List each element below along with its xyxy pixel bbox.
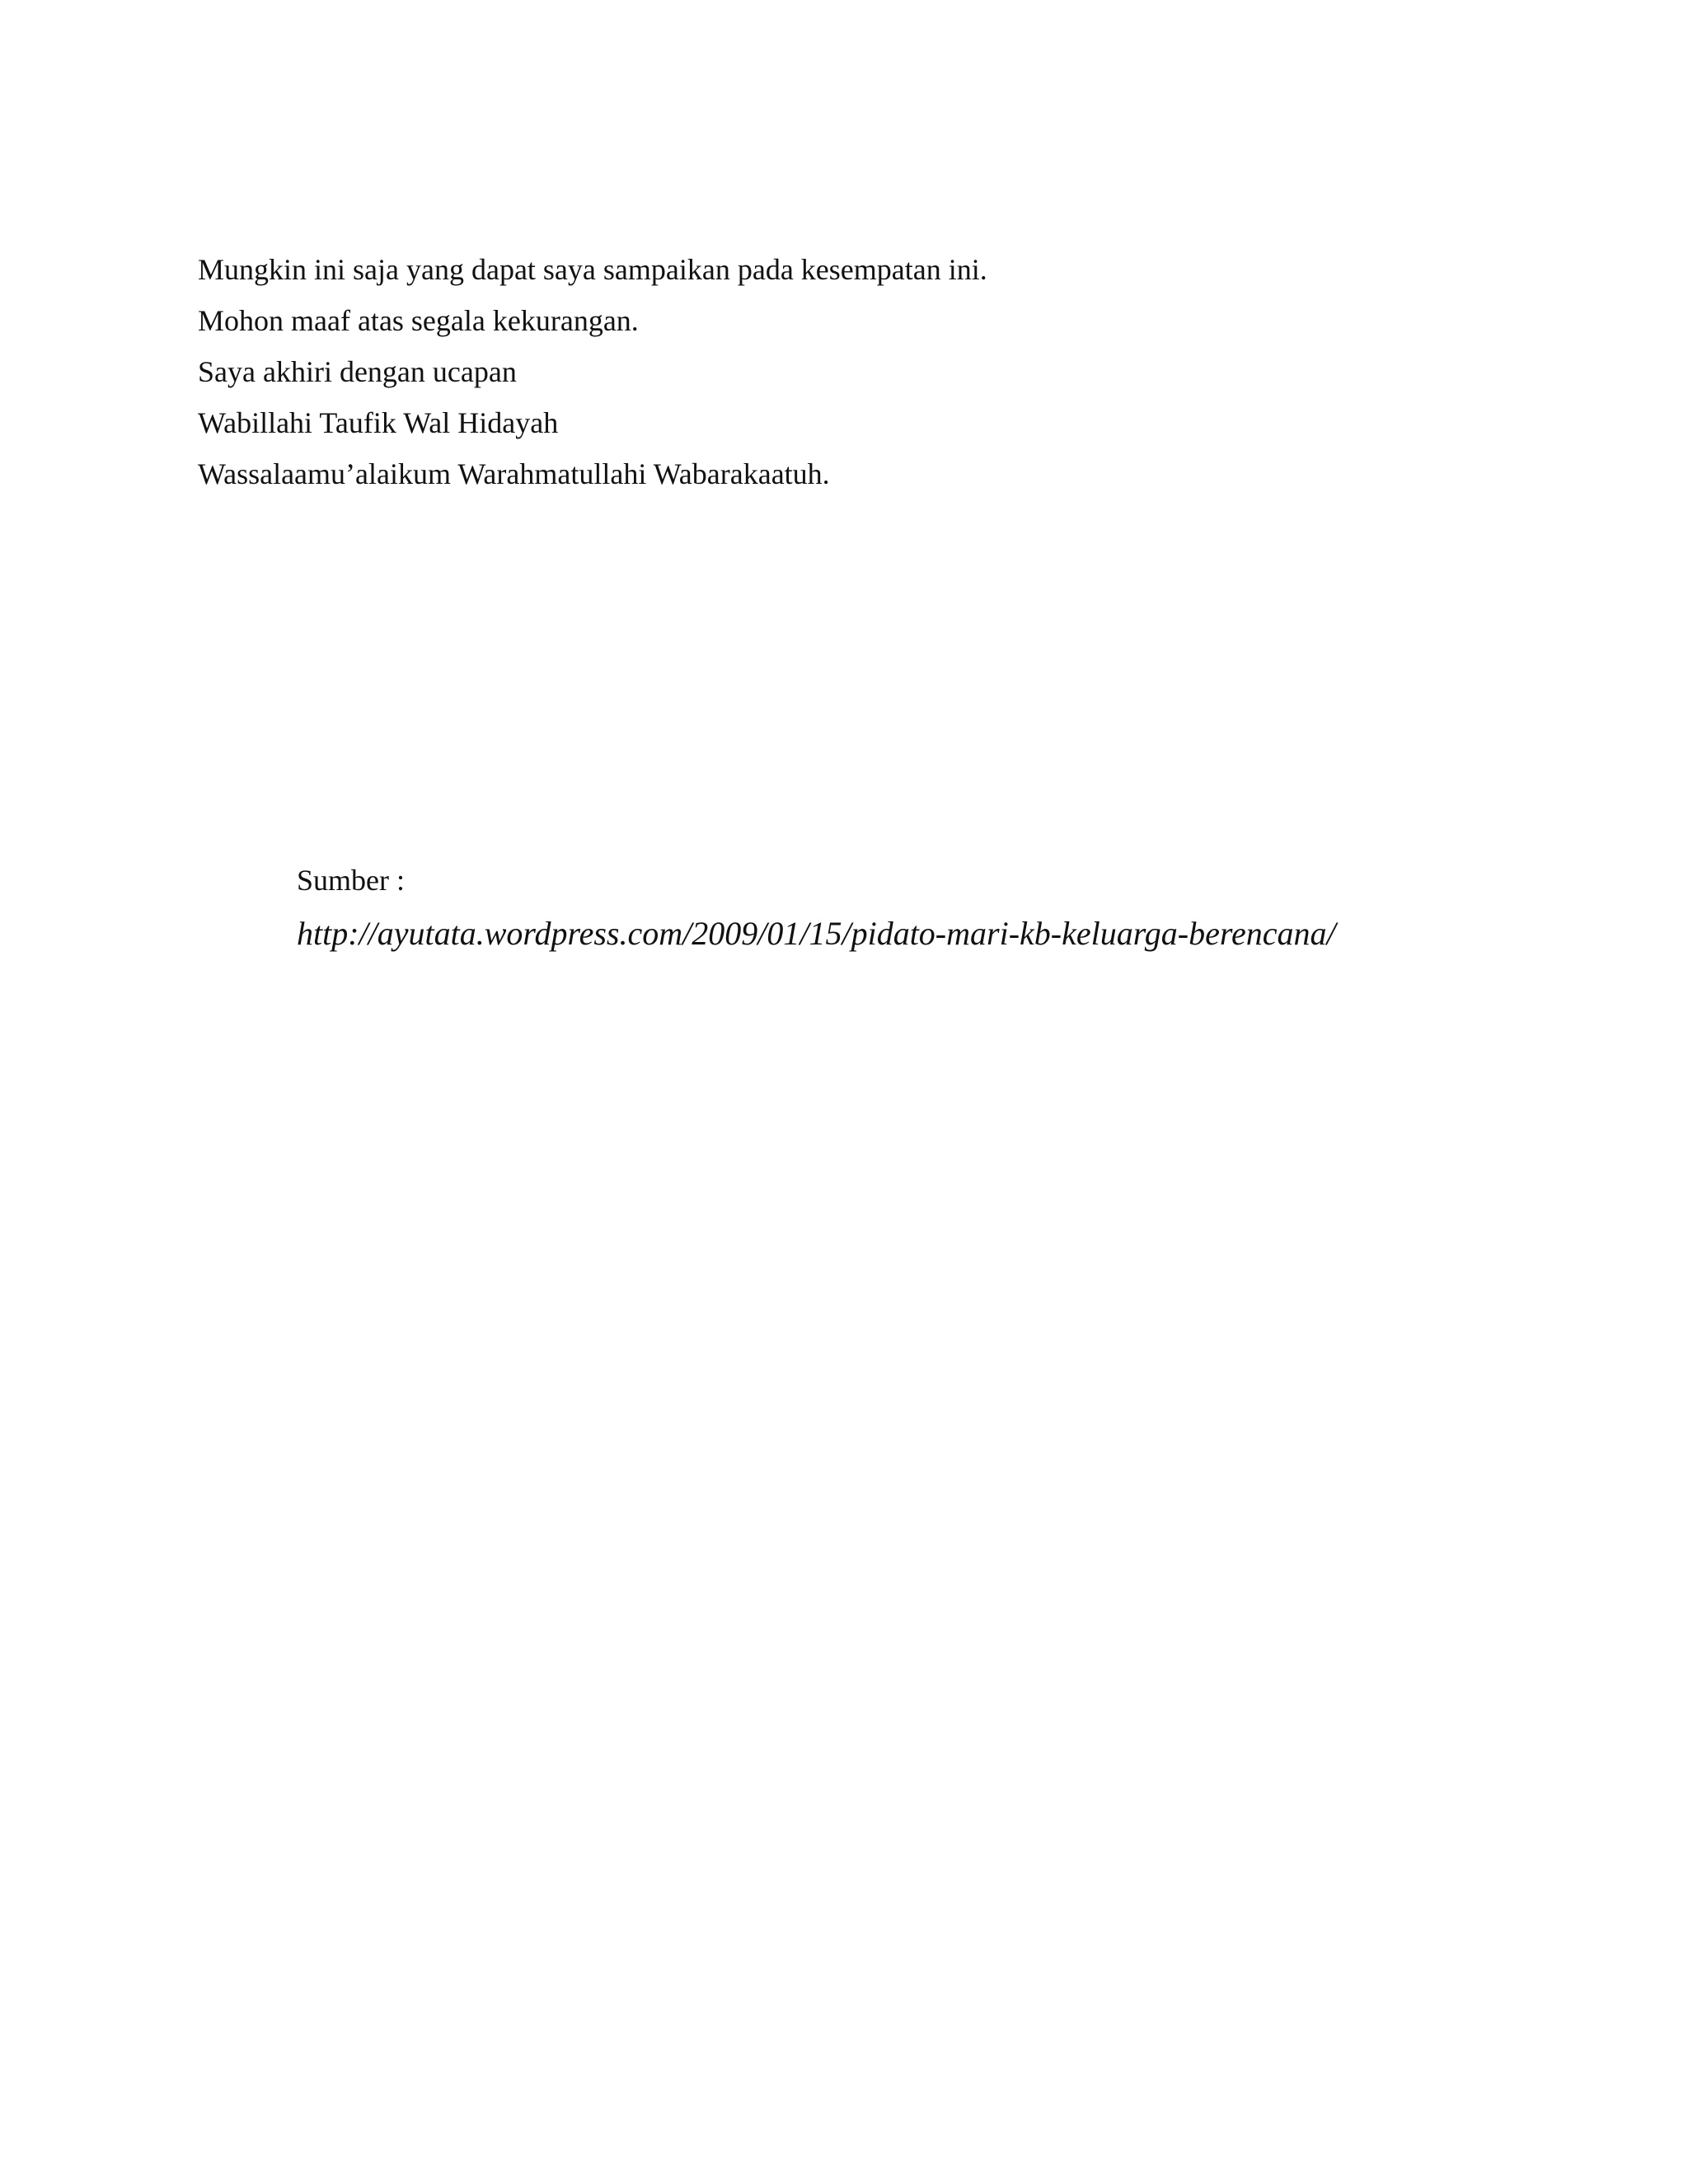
closing-line-1: Mungkin ini saja yang dapat saya sampaikan pada kesempatan ini. [198,253,987,286]
source-citation [297,859,1632,966]
closing-line-2: Mohon maaf atas segala kekurangan. [198,304,639,337]
closing-line-5: Wassalaamu’alaikum Warahmatullahi Wabarakaatuh. [198,457,830,490]
closing-line-3: Saya akhiri dengan ucapan [198,355,517,388]
closing-line-4: Wabillahi Taufik Wal Hidayah [198,406,559,439]
source-url: http://ayutata.wordpress.com/2009/01/15/pidato-mari-kb-keluarga-berencana/ [297,915,1336,952]
closing-paragraph [198,244,1434,499]
source-label: Sumber : [297,864,405,897]
